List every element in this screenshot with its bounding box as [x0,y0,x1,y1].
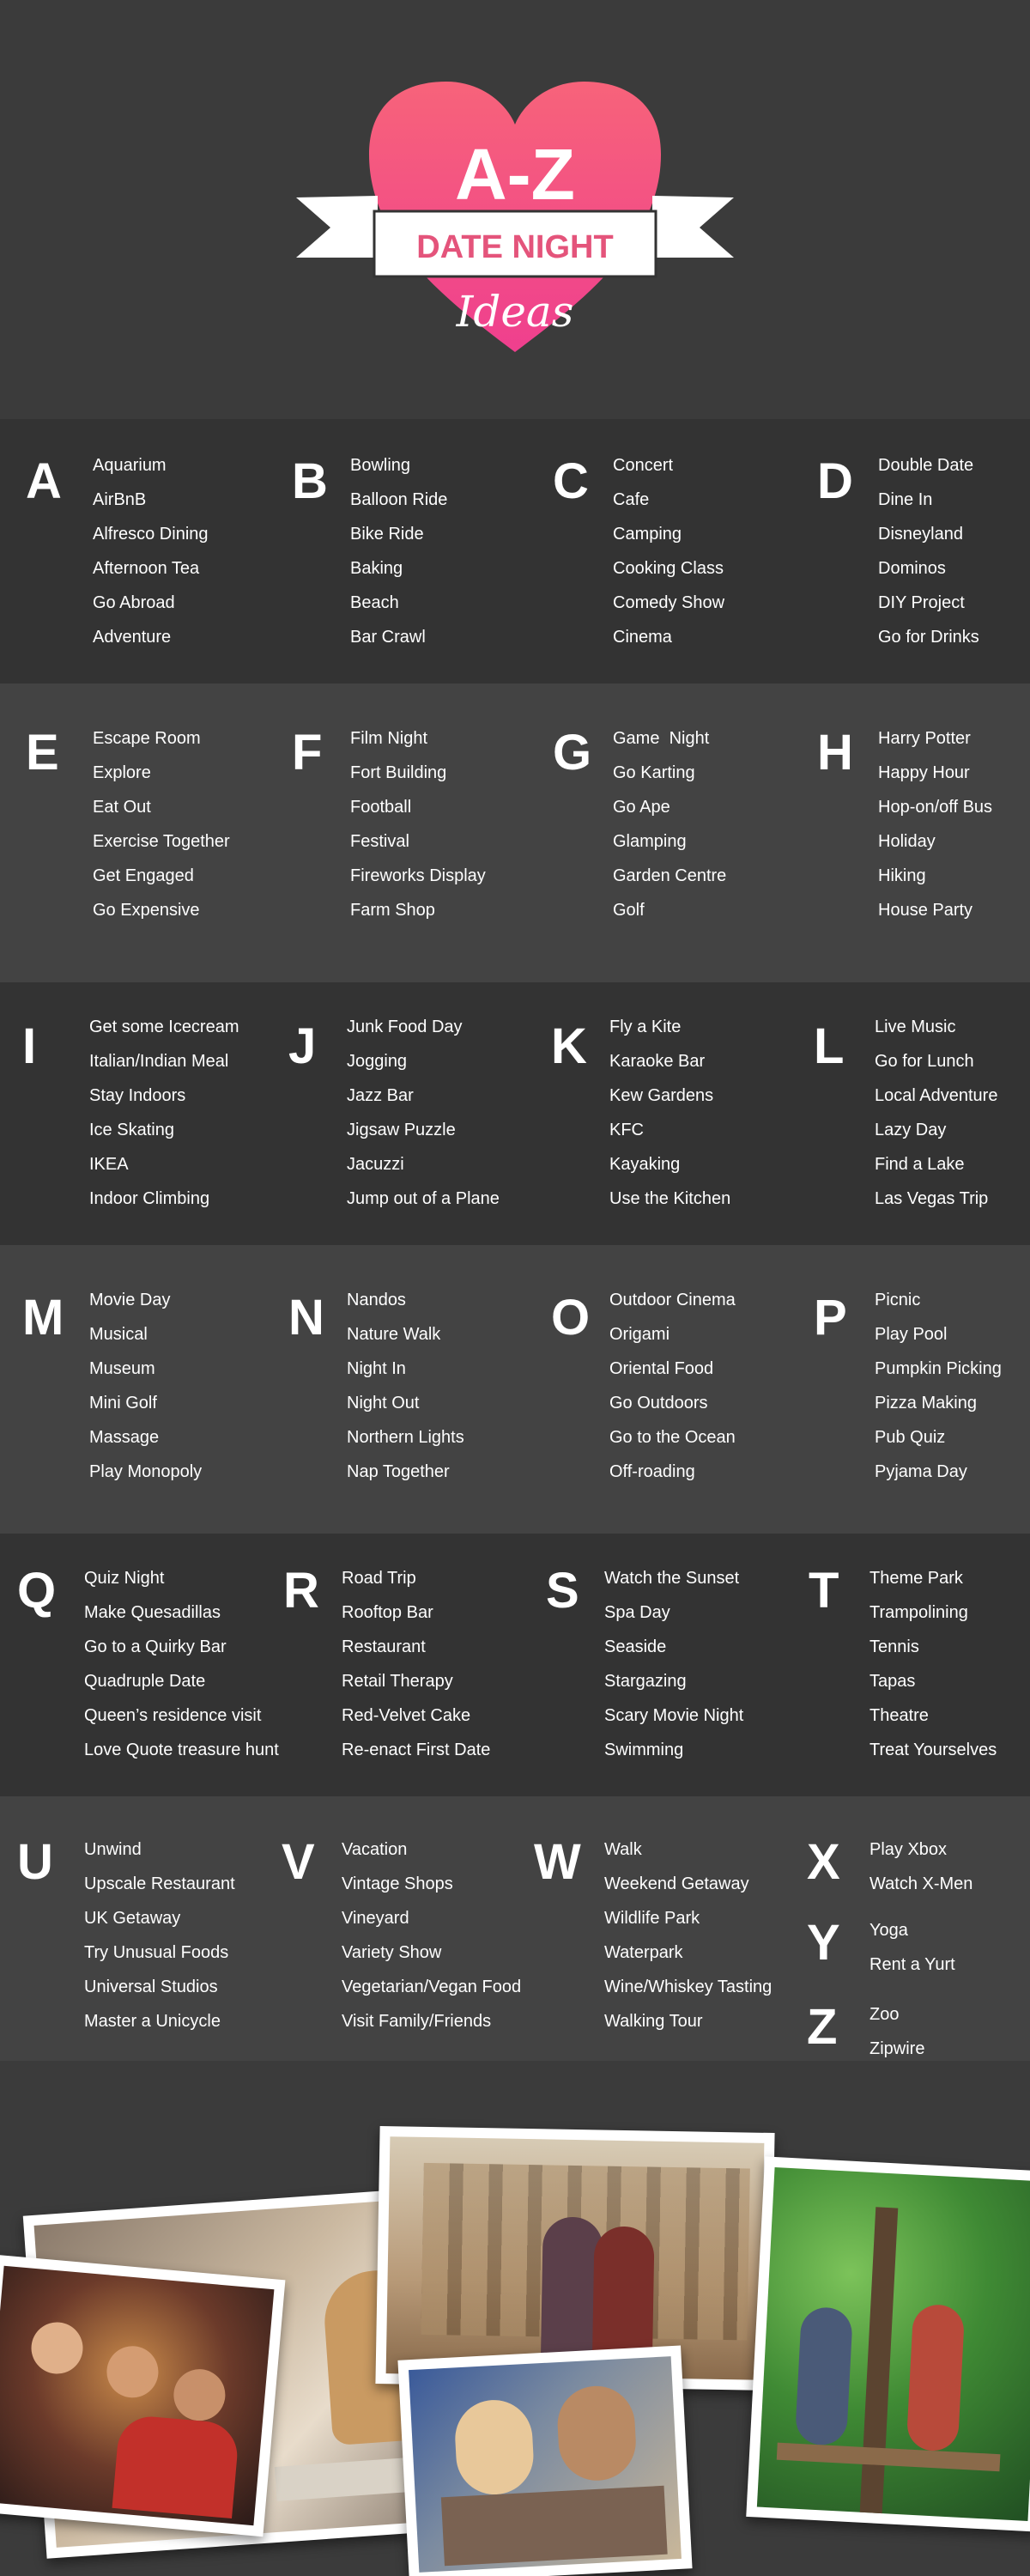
letter-n: N [288,1290,324,1346]
letter-d: D [817,453,853,509]
list-item: Disneyland [878,525,963,544]
list-c [613,448,724,654]
list-y [869,1913,955,1982]
list-item: Walking Tour [604,2012,703,2031]
list-t [869,1561,997,1767]
list-item: Watch the Sunset [604,1569,740,1588]
list-item: Vegetarian/Vegan Food [342,1978,522,1996]
list-a [93,448,209,654]
list-item: Master a Unicycle [84,2012,221,2031]
list-item: KFC [609,1121,644,1139]
list-item: Seaside [604,1637,667,1656]
list-item: Picnic [875,1291,921,1309]
list-item: DIY Project [878,593,965,612]
list-item: Visit Family/Friends [342,2012,492,2031]
list-x [869,1832,972,1901]
letter-b: B [292,453,328,509]
list-v [342,1832,521,2038]
photo-friends-at-bar [0,2255,285,2537]
list-z [869,1997,924,2066]
list-item: Massage [89,1428,160,1447]
letter-f: F [292,725,323,781]
list-item: Pub Quiz [875,1428,946,1447]
list-item: Live Music [875,1018,956,1036]
list-item: Tennis [869,1637,919,1656]
list-item: Go Outdoors [609,1394,708,1413]
list-e [93,721,230,927]
list-item: Glamping [613,832,687,851]
list-j [347,1010,500,1216]
list-item: Pyjama Day [875,1462,967,1481]
list-item: Karaoke Bar [609,1052,706,1071]
title-date-night: DATE NIGHT [416,229,614,265]
list-item: Go to a Quirky Bar [84,1637,227,1656]
list-item: Restaurant [342,1637,426,1656]
list-item: Musical [89,1325,148,1344]
list-item: Play Monopoly [89,1462,203,1481]
list-item: Golf [613,901,645,920]
list-item: Vintage Shops [342,1874,453,1893]
list-item: Watch X-Men [869,1874,973,1893]
list-item: Go to the Ocean [609,1428,736,1447]
list-item: Off-roading [609,1462,695,1481]
list-item: Harry Potter [878,729,971,748]
list-s [604,1561,743,1767]
letter-g: G [553,725,592,781]
list-q [84,1561,279,1767]
list-o [609,1283,736,1489]
list-item: Cinema [613,628,672,647]
list-item: Retail Therapy [342,1672,453,1691]
list-item: Lazy Day [875,1121,947,1139]
list-item: Wildlife Park [604,1909,700,1928]
list-item: Go Karting [613,763,695,782]
list-item: Cafe [613,490,650,509]
letter-i: I [22,1018,37,1074]
list-item: Vacation [342,1840,408,1859]
list-item: Walk [604,1840,642,1859]
list-item: Get some Icecream [89,1018,239,1036]
list-item: Swimming [604,1741,684,1759]
list-item: Bar Crawl [350,628,426,647]
list-item: Dominos [878,559,946,578]
list-item: Balloon Ride [350,490,448,509]
list-item: Farm Shop [350,901,435,920]
list-item: Waterpark [604,1943,683,1962]
list-item: Movie Day [89,1291,171,1309]
title-ideas: Ideas [456,287,574,337]
list-item: Festival [350,832,409,851]
list-item: Use the Kitchen [609,1189,731,1208]
header-graphic [0,0,1030,419]
list-u [84,1832,235,2038]
list-item: Bike Ride [350,525,424,544]
list-d [878,448,979,654]
list-item: Hop-on/off Bus [878,798,993,817]
list-item: Vineyard [342,1909,409,1928]
list-item: Stargazing [604,1672,687,1691]
list-item: Zoo [869,2005,900,2024]
list-p [875,1283,1002,1489]
list-item: Cooking Class [613,559,724,578]
list-item: IKEA [89,1155,129,1174]
list-item: Pizza Making [875,1394,977,1413]
list-item: Jazz Bar [347,1086,414,1105]
list-item: Scary Movie Night [604,1706,744,1725]
list-item: Oriental Food [609,1359,714,1378]
list-item: Go for Drinks [878,628,979,647]
list-item: Queen’s residence visit [84,1706,262,1725]
section-u-z [0,1796,1030,2061]
letter-r: R [283,1563,319,1619]
list-item: Spa Day [604,1603,670,1622]
list-item: Las Vegas Trip [875,1189,989,1208]
photo-couple-on-treetop-adventure [746,2156,1030,2531]
list-item: Jacuzzi [347,1155,404,1174]
section-i-l [0,982,1030,1245]
list-item: Wine/Whiskey Tasting [604,1978,772,1996]
list-m [89,1283,202,1489]
section-a-d [0,419,1030,683]
list-item: Go Ape [613,798,670,817]
list-item: Double Date [878,456,974,475]
list-item: Eat Out [93,798,151,817]
photo-couple-laughing-with-drinks [397,2346,692,2576]
list-item: Theatre [869,1706,929,1725]
list-item: Camping [613,525,682,544]
letter-a: A [26,453,62,509]
letter-h: H [817,725,853,781]
letter-o: O [551,1290,591,1346]
list-item: Concert [613,456,674,475]
list-item: Adventure [93,628,172,647]
list-item: Red-Velvet Cake [342,1706,471,1725]
title-az: A-Z [455,134,575,215]
list-item: Universal Studios [84,1978,218,1996]
list-item: Yoga [869,1921,908,1940]
list-item: Jogging [347,1052,408,1071]
list-item: Rent a Yurt [869,1955,955,1974]
section-q-t [0,1534,1030,1796]
list-item: Treat Yourselves [869,1741,997,1759]
list-item: Beach [350,593,399,612]
list-item: Baking [350,559,403,578]
list-item: Trampolining [869,1603,968,1622]
list-item: Hiking [878,866,926,885]
photo-collage [0,2061,1030,2576]
list-item: Stay Indoors [89,1086,186,1105]
list-k [609,1010,730,1216]
list-item: Try Unusual Foods [84,1943,229,1962]
list-item: UK Getaway [84,1909,181,1928]
list-item: Jigsaw Puzzle [347,1121,456,1139]
letter-v: V [282,1834,315,1890]
ribbon-right-tail [652,196,734,258]
list-item: House Party [878,901,973,920]
list-item: Kayaking [609,1155,681,1174]
letter-m: M [22,1290,64,1346]
list-item: Garden Centre [613,866,727,885]
list-item: Italian/Indian Meal [89,1052,229,1071]
list-item: Game Night [613,729,710,748]
section-m-p [0,1245,1030,1534]
list-i [89,1010,239,1216]
header [0,0,1030,419]
list-item: Fly a Kite [609,1018,682,1036]
list-item: Tapas [869,1672,916,1691]
list-item: Escape Room [93,729,201,748]
list-item: Weekend Getaway [604,1874,749,1893]
list-item: Kew Gardens [609,1086,714,1105]
list-item: Bowling [350,456,411,475]
list-item: Film Night [350,729,428,748]
list-item: Afternoon Tea [93,559,200,578]
letter-y: Y [807,1915,840,1971]
list-item: Local Adventure [875,1086,998,1105]
list-item: Pumpkin Picking [875,1359,1002,1378]
letter-p: P [814,1290,847,1346]
list-item: AirBnB [93,490,147,509]
list-item: Outdoor Cinema [609,1291,736,1309]
letter-z: Z [807,1999,838,2055]
list-item: Zipwire [869,2039,925,2058]
list-item: Go for Lunch [875,1052,974,1071]
list-r [342,1561,490,1767]
list-item: Dine In [878,490,933,509]
list-item: Football [350,798,412,817]
list-item: Nandos [347,1291,406,1309]
section-e-h [0,683,1030,982]
list-item: Variety Show [342,1943,442,1962]
list-item: Play Xbox [869,1840,948,1859]
letter-w: W [534,1834,581,1890]
list-l [875,1010,997,1216]
list-item: Fireworks Display [350,866,486,885]
list-item: Re-enact First Date [342,1741,491,1759]
list-item: Ice Skating [89,1121,174,1139]
letter-c: C [553,453,589,509]
list-w [604,1832,772,2038]
list-item: Happy Hour [878,763,970,782]
list-item: Museum [89,1359,155,1378]
list-f [350,721,486,927]
list-n [347,1283,464,1489]
list-item: Explore [93,763,151,782]
letter-u: U [17,1834,53,1890]
letter-x: X [807,1834,840,1890]
list-g [613,721,726,927]
list-item: Find a Lake [875,1155,965,1174]
list-item: Indoor Climbing [89,1189,210,1208]
list-item: Exercise Together [93,832,230,851]
list-item: Play Pool [875,1325,948,1344]
letter-s: S [546,1563,579,1619]
letter-t: T [809,1563,839,1619]
list-item: Jump out of a Plane [347,1189,500,1208]
list-h [878,721,992,927]
list-item: Junk Food Day [347,1018,463,1036]
list-item: Quiz Night [84,1569,165,1588]
list-item: Love Quote treasure hunt [84,1741,279,1759]
list-item: Mini Golf [89,1394,157,1413]
list-item: Night Out [347,1394,420,1413]
list-item: Road Trip [342,1569,416,1588]
list-item: Origami [609,1325,670,1344]
letter-e: E [26,725,59,781]
letter-k: K [551,1018,587,1074]
list-item: Get Engaged [93,866,194,885]
list-item: Northern Lights [347,1428,464,1447]
letter-l: L [814,1018,845,1074]
ribbon-left-tail [296,196,378,258]
list-b [350,448,447,654]
list-item: Rooftop Bar [342,1603,433,1622]
letter-q: Q [17,1563,57,1619]
list-item: Night In [347,1359,406,1378]
list-item: Upscale Restaurant [84,1874,235,1893]
list-item: Go Expensive [93,901,200,920]
list-item: Aquarium [93,456,167,475]
list-item: Unwind [84,1840,142,1859]
list-item: Nap Together [347,1462,450,1481]
list-item: Go Abroad [93,593,175,612]
list-item: Holiday [878,832,936,851]
list-item: Quadruple Date [84,1672,206,1691]
list-item: Fort Building [350,763,447,782]
list-item: Nature Walk [347,1325,441,1344]
list-item: Theme Park [869,1569,963,1588]
list-item: Alfresco Dining [93,525,209,544]
letter-j: J [288,1018,317,1074]
list-item: Comedy Show [613,593,725,612]
list-item: Make Quesadillas [84,1603,221,1622]
